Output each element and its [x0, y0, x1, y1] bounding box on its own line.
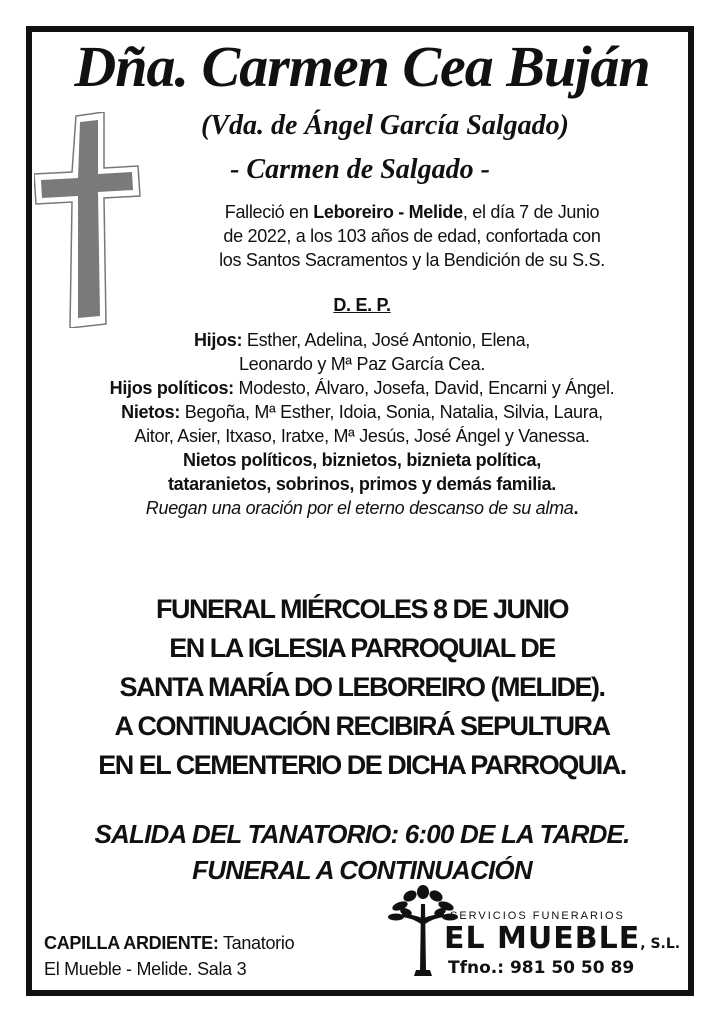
widow-of: (Vda. de Ángel García Salgado)	[201, 110, 569, 141]
funeral-line: FUNERAL MIÉRCOLES 8 DE JUNIO	[155, 594, 569, 624]
children-line: Hijos: Esther, Adelina, José Antonio, Elena,	[193, 330, 530, 350]
cross-icon	[34, 112, 142, 328]
family-list	[30, 328, 694, 520]
funeral-home-logo	[388, 884, 681, 980]
funeral-line: EN EL CEMENTERIO DE DICHA PARROQUIA.	[98, 750, 626, 780]
other-relatives-line: Nietos políticos, biznietos, biznieta política,	[183, 450, 541, 470]
grandchildren-line-2: Aitor, Asier, Itxaso, Iratxe, Mª Jesús, José Ángel y Vanessa.	[134, 426, 590, 446]
chapel-info: CAPILLA ARDIENTE: Tanatorio El Mueble - Melide. Sala 3	[44, 933, 295, 979]
deceased-name: Dña. Carmen Cea Buján	[74, 34, 650, 99]
brand-name: EL MUEBLE, S.L.	[444, 921, 681, 956]
nickname: - Carmen de Salgado -	[230, 154, 490, 185]
funeral-line: EN LA IGLESIA PARROQUIAL DE	[169, 633, 555, 663]
death-notice: Falleció en Leboreiro - Melide, el día 7 de Junio de 2022, a los 103 años de edad, confortada con los Santos Sacramentos y la Bendición de su S.S.	[219, 202, 605, 270]
other-relatives-line-2: tataranietos, sobrinos, primos y demás familia.	[167, 474, 557, 494]
dep-heading: D. E. P.	[333, 295, 391, 315]
children-line-2: Leonardo y Mª Paz García Cea.	[238, 354, 486, 374]
death-place: Leboreiro - Melide	[313, 202, 463, 222]
inlaws-line: Hijos políticos: Modesto, Álvaro, Josefa, David, Encarni y Ángel.	[109, 378, 615, 398]
funeral-line: SANTA MARÍA DO LEBOREIRO (MELIDE).	[119, 672, 605, 702]
departure-info: SALIDA DEL TANATORIO: 6:00 DE LA TARDE. FUNERAL A CONTINUACIÓN	[94, 819, 630, 885]
services-label: SERVICIOS FUNERARIOS	[450, 910, 625, 922]
funeral-line: A CONTINUACIÓN RECIBIRÁ SEPULTURA	[114, 711, 610, 741]
funeral-details	[30, 590, 694, 785]
phone-number: Tfno.: 981 50 50 89	[448, 958, 635, 978]
prayer-line: Ruegan una oración por el eterno descanso de su alma.	[145, 498, 579, 518]
grandchildren-line: Nietos: Begoña, Mª Esther, Idoia, Sonia, Natalia, Silvia, Laura,	[121, 402, 603, 422]
